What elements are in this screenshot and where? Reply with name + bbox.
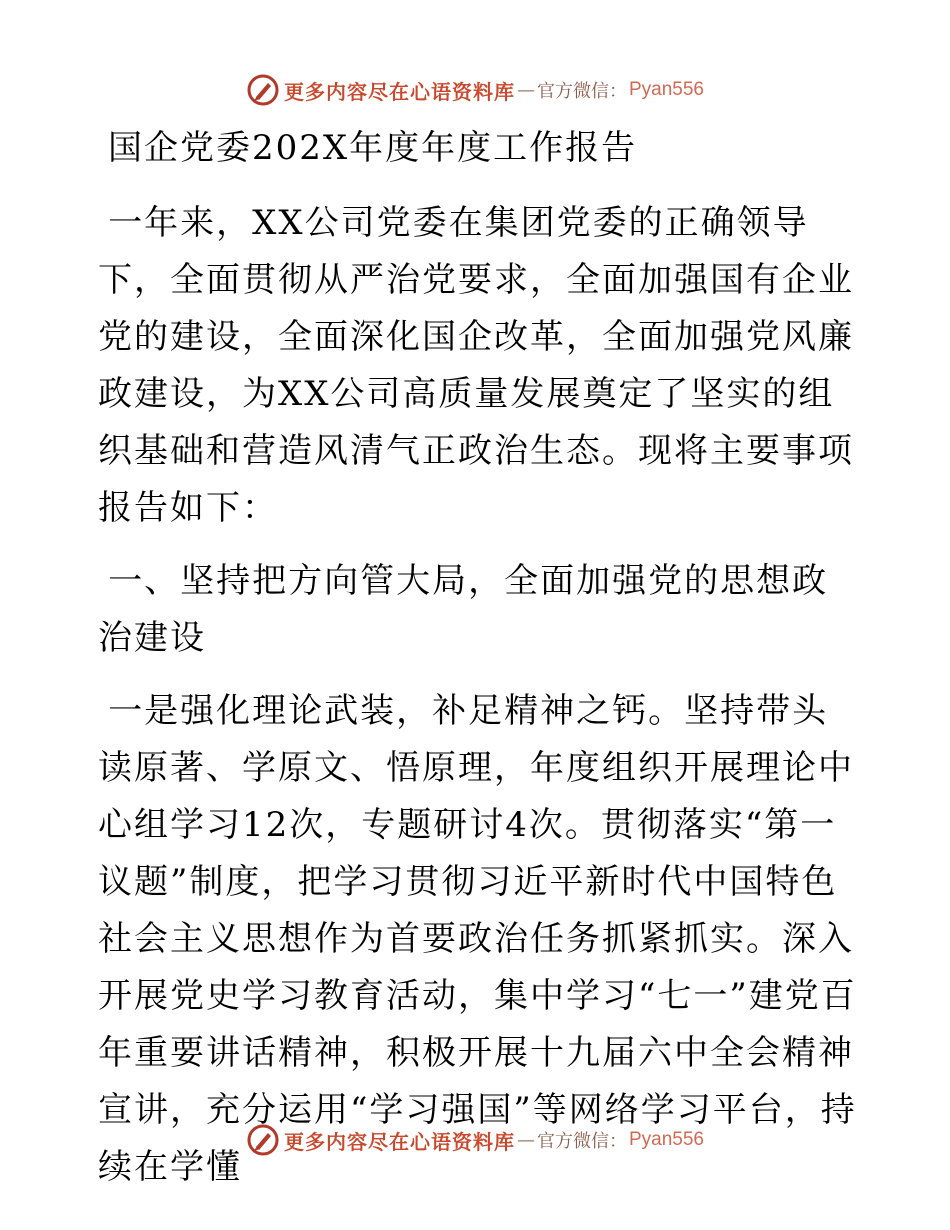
paragraph-body: 一是强化理论武装，补足精神之钙。坚持带头读原著、学原文、悟原理，年度组织开展理论中心组学习12次，专题研讨4次。贯彻落实“第一议题”制度，把学习贯彻习近平新时代中国特色社会主义思想作为首要政治任务抓紧抓实。深入开展党史学习教育活动，集中学习“七一”建党百年重要讲话精神，积极开展十九届六中全会精神宣讲，充分运用“学习强国”等网络学习平台，持续在学懂 xyxy=(98,691,857,1187)
section-heading: 一、坚持把方向管大局，全面加强党的思想政治建设 xyxy=(98,561,829,658)
watermark-wechat-id: Pyan556 xyxy=(628,79,704,100)
document-body xyxy=(98,120,858,1212)
paragraph-intro: 一年来，XX公司党委在集团党委的正确领导下，全面贯彻从严治党要求，全面加强国有企业党的建设，全面深化国企改革，全面加强党风廉政建设，为XX公司高质量发展奠定了坚实的组织基础和营造风清气正政治生态。现将主要事项报告如下： xyxy=(98,203,854,528)
watermark-wechat-id: Pyan556 xyxy=(628,1129,704,1150)
header-watermark xyxy=(0,70,950,110)
logo-icon xyxy=(246,1123,280,1157)
watermark-site: 更多内容尽在心语资料库 xyxy=(283,79,515,104)
watermark-label: 官方微信： xyxy=(536,81,627,102)
watermark-site: 更多内容尽在心语资料库 xyxy=(283,1129,515,1154)
document-title: 国企党委202X年度年度工作报告 xyxy=(108,128,638,168)
footer-watermark xyxy=(0,1120,950,1160)
watermark-dash: — xyxy=(516,79,535,101)
watermark-label: 官方微信： xyxy=(536,1131,627,1152)
watermark-dash: — xyxy=(516,1129,535,1151)
logo-icon xyxy=(246,73,280,107)
